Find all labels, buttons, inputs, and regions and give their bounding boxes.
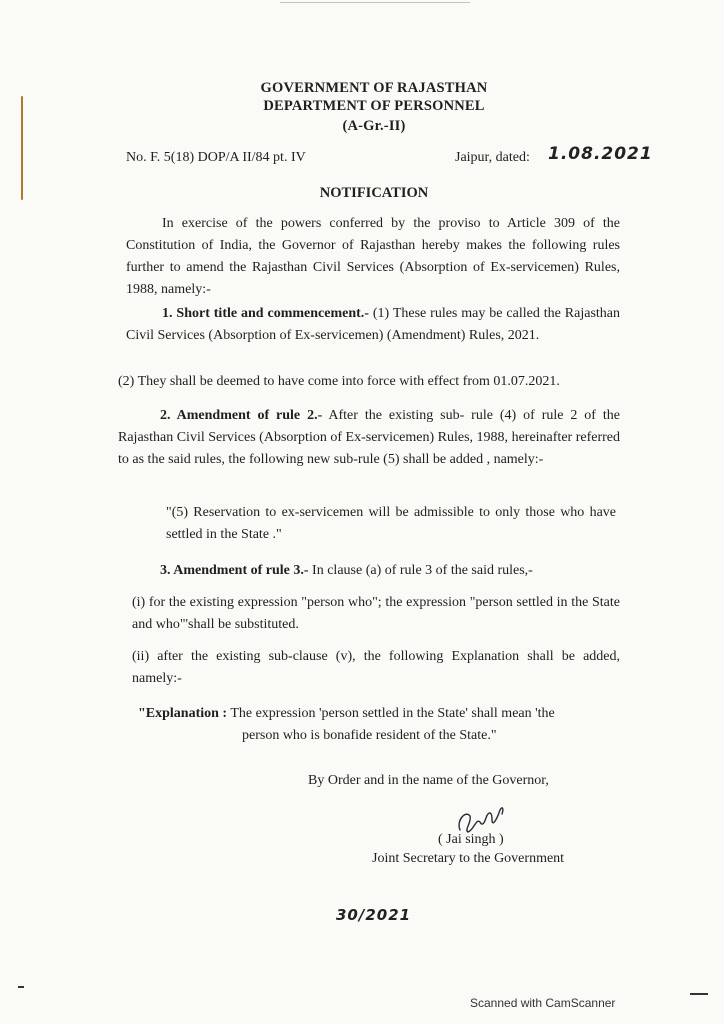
rule2-paragraph: [118, 405, 620, 471]
rule1-paragraph: [126, 303, 620, 347]
intro-paragraph: In exercise of the powers conferred by the proviso to Article 309 of the Constitution of India, the Governor of Rajasthan hereby makes the following rules further to amend the Rajasthan Civil Services (Absorption of Ex-servicemen) Rules, 1988, namely:-: [126, 216, 620, 297]
rule1-subrule2: (2) They shall be deemed to have come into force with effect from 01.07.2021.: [118, 374, 560, 389]
scan-speck: [18, 986, 24, 988]
signer-designation: Joint Secretary to the Government: [372, 851, 565, 866]
explanation-paragraph: [138, 703, 618, 747]
order-statement: By Order and in the name of the Governor,: [308, 773, 549, 788]
handwritten-date: 1.08.2021: [548, 144, 653, 164]
rule3-text: In clause (a) of rule 3 of the said rules,-: [308, 563, 533, 578]
scan-speck: [690, 993, 708, 995]
header-department: DEPARTMENT OF PERSONNEL: [263, 98, 485, 114]
rule1-text: (1) These rules may be called the Rajasthan Civil Services (Absorption of Ex-servicemen) (Amendment) Rules, 2021.: [126, 306, 620, 343]
header-section: (A-Gr.-II): [342, 118, 406, 134]
rule3-heading: 3. Amendment of rule 3.-: [160, 563, 309, 578]
explanation-line1: The expression 'person settled in the State' shall mean 'the: [227, 706, 555, 721]
scan-edge-line: [280, 2, 470, 3]
notification-title: NOTIFICATION: [319, 185, 429, 201]
dated-label: Jaipur, dated:: [455, 150, 530, 165]
rule2-heading: 2. Amendment of rule 2.-: [160, 408, 323, 423]
handwritten-note: 30/2021: [336, 906, 412, 924]
rule3-clause-ii: (ii) after the existing sub-clause (v), the following Explanation shall be added, namely:-: [132, 649, 620, 686]
rule2-text: After the existing sub- rule (4) of rule 2 of the Rajasthan Civil Services (Absorption of Ex-servicemen) Rules, 1988, hereinafter referred to as the said rules, the following new sub-rule (5) shall be added , namely:-: [118, 408, 620, 467]
rule2-quote: "(5) Reservation to ex-servicemen will be admissible to only those who have settled in the State .": [166, 505, 616, 542]
signer-name: ( Jai singh ): [438, 832, 504, 847]
scanner-watermark: Scanned with CamScanner: [470, 996, 616, 1010]
explanation-heading: "Explanation :: [138, 706, 228, 721]
rule1-heading: 1. Short title and commencement.-: [162, 306, 369, 321]
reference-number: No. F. 5(18) DOP/A II/84 pt. IV: [126, 150, 306, 165]
explanation-line2: person who is bonafide resident of the State.": [242, 728, 497, 743]
rule3-clause-i: (i) for the existing expression "person who"; the expression "person settled in the State and who"'shall be substituted.: [132, 595, 620, 632]
header-government: GOVERNMENT OF RAJASTHAN: [260, 80, 488, 96]
rule3-paragraph: [160, 560, 620, 582]
